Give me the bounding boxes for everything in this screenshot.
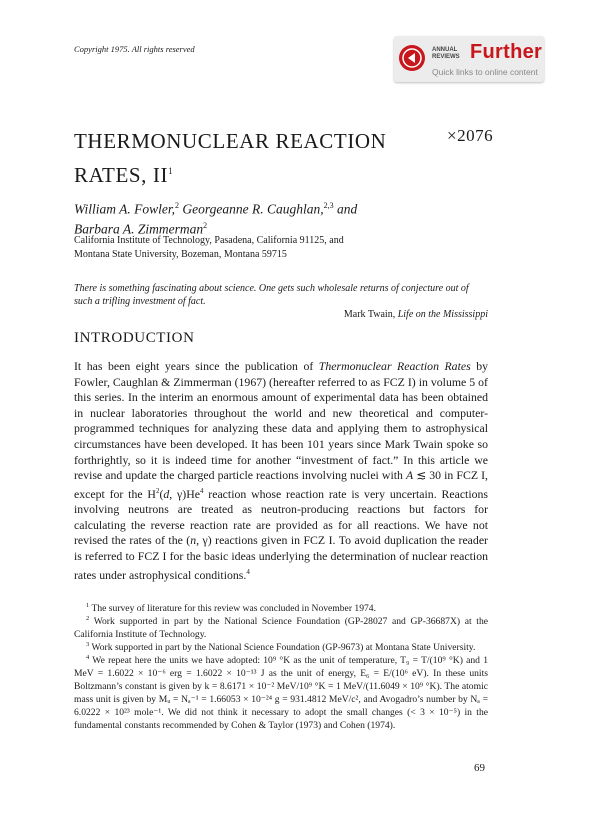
play-arrow-icon xyxy=(399,45,425,71)
article-title: THERMONUCLEAR REACTION RATES, $II^1$ xyxy=(74,129,387,187)
annual-reviews-logo-text: ANNUAL REVIEWS xyxy=(432,47,460,60)
footnotes xyxy=(74,602,488,732)
author-list: William A. Fowler,$^2$ Georgeanne R. Caughlan,$^{2,3}$ and Barbara A. Zimmerman$^2$ xyxy=(74,201,358,236)
affiliations: California Institute of Technology, Pasadena, California 91125, and Montana State University, Bozeman, Montana 59715 xyxy=(74,235,344,260)
footnote-1: $^1$ The survey of literature for this review was concluded in November 1974. xyxy=(86,601,376,614)
copyright-notice: Copyright 1975. All rights reserved xyxy=(74,44,195,54)
quick-links-label: Quick links to online content xyxy=(432,67,538,77)
footnote-2: $^2$ Work supported in part by the National Science Foundation (GP-28027 and GP-36687X) at the California Institute of Technology. xyxy=(74,614,488,640)
epigraph-attribution: Mark Twain, Life on the Mississippi xyxy=(343,309,488,320)
footnote-4: $^4$ We repeat here the units we have adopted: 10⁹ °K as the unit of temperature, T₉ = T/(10⁹ °K) and 1 MeV = 1.6022 × 10⁻⁶ erg = 1.6022 × 10⁻¹³ J as the unit of energy, E₆ = E/(10⁶ eV). In these units Boltzmann’s constant is given by k = 8.6171 × 10⁻² MeV/10⁹ °K = 1 MeV/(11.6049 × 10⁹ °K). The atomic mass unit is given by Mᵤ = Nₐ⁻¹ = 1.66053 × 10⁻²⁴ g = 931.4812 MeV/c², and Avogadro’s number by Nₐ = 6.0222 × 10²³ mole⁻¹. We did not think it necessary to adopt the small changes (< 3 × 10⁻⁵) in the fundamental constants recommended by Cohen & Taylor (1973) and Cohen (1974). xyxy=(74,653,488,731)
epigraph-quote: There is something fascinating about science. One gets such wholesale returns of conjecture out of such a trifling investment of fact. xyxy=(74,283,469,307)
introduction-paragraph: It has been eight years since the publication of Thermonuclear Reaction Rates by Fowler, Caughlan & Zimmerman (1967) (hereafter referred to as FCZ I) in volume 5 of this series. In the interim an enormous amount of experimental data has been obtained in nuclear laboratories throughout the world and new theoretical and computer-programmed techniques for analyzing these data and applying them to astrophysical circumstances have been developed. It has been 101 years since Mark Twain spoke so forthrightly, so it is indeed time for another “investment of fact.” In this article we revise and update the charged particle reactions involving nuclei with A ≲ 30 in FCZ I, except for the $H^2(d$, γ)He$^4$ reaction whose reaction rate is very uncertain. Reactions involving neutrons are treated as neutron-producing reactions but factors for calculating the reverse reaction rate are provided as for all reactions. We have not revised the rates of the (n, γ) reactions given in FCZ I. To avoid duplication the reader is referred to FCZ I for the basic ideas underlying the determination of nuclear reaction rates under astrophysical conditions.$^4$ xyxy=(74,359,488,582)
page-number: 69 xyxy=(474,762,485,774)
footnote-3: $^3$ Work supported in part by the National Science Foundation (GP-9673) at Montana State University. xyxy=(86,640,476,653)
title-footnote-mark[interactable]: 1 xyxy=(168,166,174,176)
section-heading-introduction: INTRODUCTION xyxy=(74,330,195,346)
further-label: Further xyxy=(470,41,543,63)
catalog-number: ×2076 xyxy=(447,126,494,145)
further-links-banner[interactable] xyxy=(394,36,544,82)
